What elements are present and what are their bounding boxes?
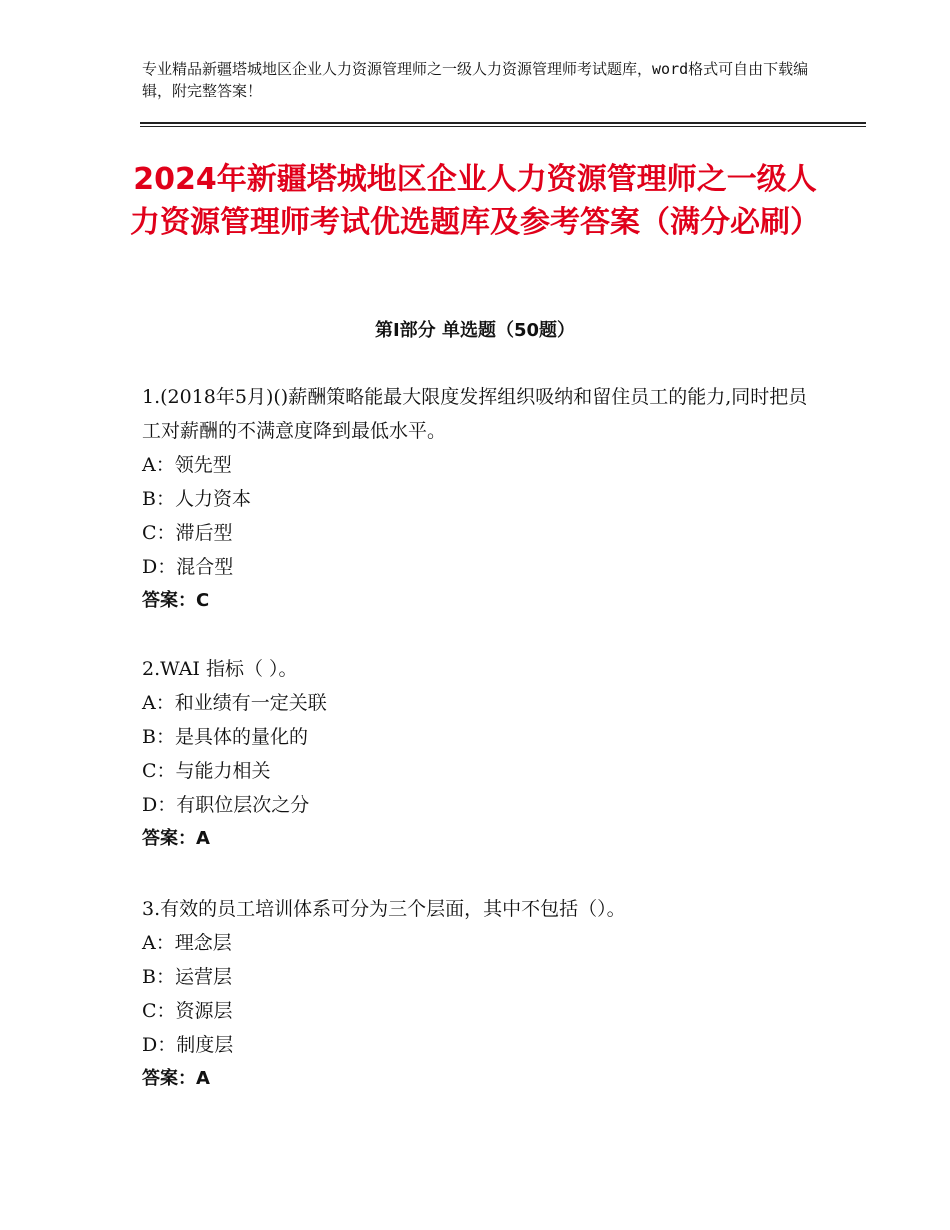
option-d: D：有职位层次之分 (142, 794, 310, 816)
document-title: 2024年新疆塔城地区企业人力资源管理师之一级人力资源管理师考试优选题库及参考答案（满分必刷） (130, 162, 820, 240)
option-c: C：滞后型 (142, 522, 233, 544)
option-b: B：是具体的量化的 (142, 726, 308, 748)
question-text: 2.WAI 指标（ ）。 (142, 658, 298, 680)
option-b: B：人力资本 (142, 488, 251, 510)
answer-label: 答案：C (142, 590, 210, 611)
option-d: D：混合型 (142, 556, 234, 578)
answer-label: 答案：A (142, 828, 210, 849)
part-title: 第Ⅰ部分 单选题（50题） (374, 320, 575, 341)
question-block (142, 892, 822, 1096)
header-divider-thin (140, 126, 866, 127)
question-block (142, 652, 822, 856)
header-divider-thick (140, 122, 866, 124)
option-a: A：和业绩有一定关联 (142, 692, 327, 714)
option-a: A：理念层 (142, 932, 232, 954)
option-c: C：与能力相关 (142, 760, 271, 782)
option-c: C：资源层 (142, 1000, 233, 1022)
answer-label: 答案：A (142, 1068, 210, 1089)
option-a: A：领先型 (142, 454, 232, 476)
option-b: B：运营层 (142, 966, 232, 988)
question-text: 1.(2018年5月)()薪酬策略能最大限度发挥组织吸纳和留住员工的能力,同时把员工对薪酬的不满意度降到最低水平。 (142, 386, 808, 442)
header-note: 专业精品新疆塔城地区企业人力资源管理师之一级人力资源管理师考试题库，word格式可自由下载编辑，附完整答案！ (142, 60, 809, 100)
question-block (142, 380, 822, 618)
question-text: 3.有效的员工培训体系可分为三个层面，其中不包括（）。 (142, 898, 626, 920)
option-d: D：制度层 (142, 1034, 234, 1056)
